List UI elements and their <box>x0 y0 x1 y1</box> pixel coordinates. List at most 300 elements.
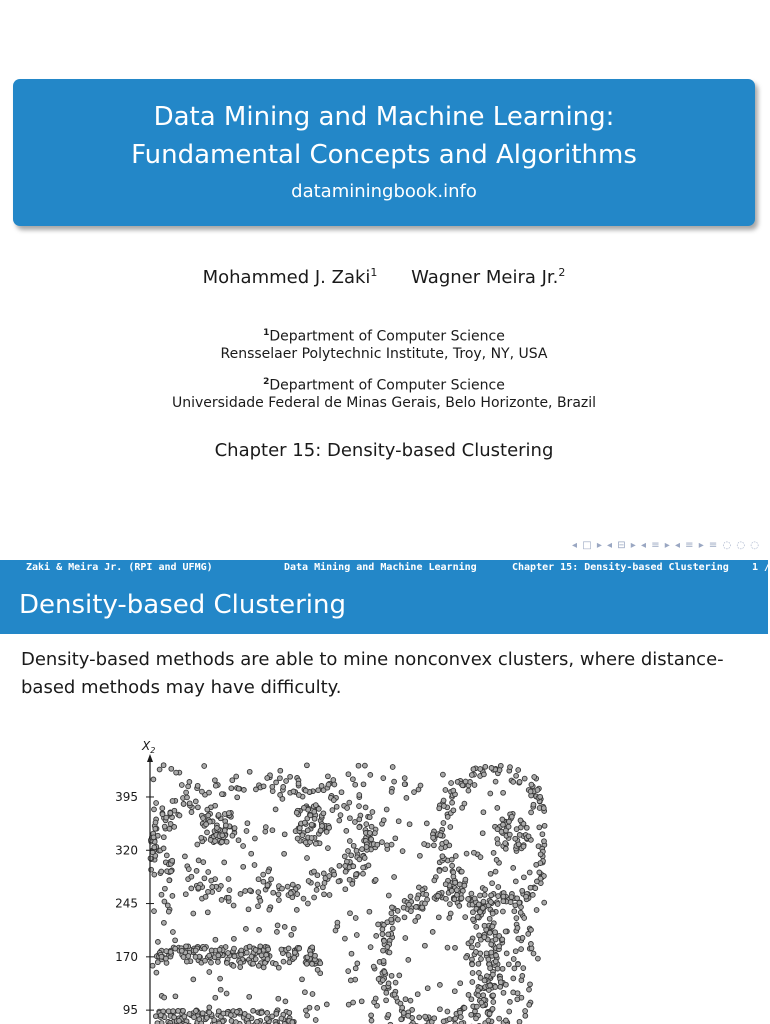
scatter-point-upper-right-ring <box>432 843 437 848</box>
scatter-point-noise <box>453 945 458 950</box>
scatter-point-lower-left-band-2 <box>177 1018 182 1023</box>
scatter-point-upper-right-ring <box>471 767 476 772</box>
scatter-point-noise <box>534 908 539 913</box>
scatter-point-noise <box>408 894 413 899</box>
scatter-point-noise <box>361 782 366 787</box>
scatter-point-noise <box>315 967 320 972</box>
scatter-point-lower-right-tail <box>481 899 486 904</box>
scatter-point-noise <box>330 808 335 813</box>
scatter-point-outer-ellipse <box>181 802 186 807</box>
scatter-point-noise <box>170 894 175 899</box>
scatter-point-lower-left-band-2 <box>207 1010 212 1015</box>
scatter-point-noise <box>474 950 479 955</box>
scatter-point-noise <box>349 951 354 956</box>
scatter-point-lower-right-tail <box>528 885 533 890</box>
scatter-point-noise <box>156 940 161 945</box>
author-2-sup: 2 <box>558 266 566 279</box>
scatter-point-lower-left-band-2 <box>264 1016 269 1021</box>
scatter-point-noise <box>348 911 353 916</box>
scatter-point-noise <box>385 843 390 848</box>
scatter-point-lower-right-ring <box>402 915 407 920</box>
scatter-point-noise <box>401 1011 406 1016</box>
scatter-point-outer-ellipse <box>322 892 327 897</box>
scatter-point-noise <box>326 846 331 851</box>
scatter-point-noise <box>452 989 457 994</box>
scatter-point-noise <box>174 770 179 775</box>
scatter-point-noise <box>282 925 287 930</box>
scatter-point-lower-left-band-1 <box>286 953 291 958</box>
scatter-point-upper-right-ring <box>530 893 535 898</box>
scatter-point-right-eye <box>312 816 317 821</box>
affiliation-1-institution: Rensselaer Polytechnic Institute, Troy, NY, USA <box>220 345 548 362</box>
scatter-point-noise <box>520 974 525 979</box>
scatter-point-lower-right-tail <box>527 987 532 992</box>
scatter-point-lower-right-tail <box>493 937 498 942</box>
scatter-point-outer-ellipse <box>186 867 191 872</box>
scatter-point-noise <box>503 841 508 846</box>
scatter-point-noise <box>167 826 172 831</box>
scatter-point-outer-ellipse <box>235 795 240 800</box>
scatter-point-noise <box>529 810 534 815</box>
scatter-point-upper-right-ring <box>490 881 495 886</box>
scatter-point-noise <box>516 936 521 941</box>
scatter-point-noise <box>157 767 162 772</box>
scatter-point-outer-ellipse <box>369 837 374 842</box>
scatter-point-right-eye <box>305 828 310 833</box>
affiliation-2-institution: Universidade Federal de Minas Gerais, Belo Horizonte, Brazil <box>171 394 597 411</box>
scatter-point-lower-right-tail <box>521 966 526 971</box>
scatter-point-noise <box>488 791 493 796</box>
scatter-point-lower-right-tail <box>484 951 489 956</box>
scatter-point-outer-ellipse <box>351 864 356 869</box>
y-tick-label: 320 <box>115 843 138 858</box>
y-tick-label: 245 <box>115 896 138 911</box>
scatter-point-outer-ellipse <box>353 820 358 825</box>
scatter-point-noise <box>447 916 452 921</box>
scatter-point-outer-ellipse <box>207 790 212 795</box>
scatter-point-lower-right-ring <box>423 1014 428 1019</box>
scatter-point-lower-right-tail <box>466 897 471 902</box>
scatter-point-noise <box>503 929 508 934</box>
scatter-point-lower-right-tail <box>491 972 496 977</box>
scatter-point-noise <box>495 806 500 811</box>
scatter-point-noise <box>516 962 521 967</box>
scatter-point-noise <box>513 879 518 884</box>
scatter-point-noise <box>152 909 157 914</box>
scatter-point-upper-right-ring <box>443 867 448 872</box>
scatter-point-lower-left-band-2 <box>194 1009 199 1014</box>
scatter-point-noise <box>369 1013 374 1018</box>
scatter-point-outer-ellipse <box>306 901 311 906</box>
scatter-point-noise <box>526 834 531 839</box>
scatter-point-noise <box>315 1006 320 1011</box>
scatter-point-noise <box>351 843 356 848</box>
scatter-point-upper-right-core <box>516 842 521 847</box>
scatter-point-noise <box>305 763 310 768</box>
scatter-point-noise <box>162 899 167 904</box>
scatter-point-upper-right-core <box>521 844 526 849</box>
scatter-point-noise <box>226 895 231 900</box>
scatter-point-noise <box>412 790 417 795</box>
scatter-point-noise <box>500 937 505 942</box>
book-title-line2: Fundamental Concepts and Algorithms <box>131 140 637 170</box>
scatter-point-left-eye <box>215 826 220 831</box>
scatter-point-outer-ellipse <box>281 785 286 790</box>
scatter-point-upper-right-ring <box>517 780 522 785</box>
scatter-point-noise <box>491 851 496 856</box>
scatter-point-outer-ellipse <box>220 792 225 797</box>
scatter-point-noise <box>335 920 340 925</box>
scatter-point-noise <box>162 920 167 925</box>
scatter-point-noise <box>381 776 386 781</box>
scatter-point-noise <box>488 983 493 988</box>
scatter-point-noise <box>536 956 541 961</box>
scatter-point-noise <box>482 935 487 940</box>
scatter-point-outer-ellipse <box>290 882 295 887</box>
scatter-point-noise <box>349 853 354 858</box>
scatter-point-noise <box>235 1010 240 1015</box>
scatter-point-noise <box>392 875 397 880</box>
scatter-point-lower-left-band-2 <box>255 1019 260 1024</box>
scatter-point-noise <box>243 889 248 894</box>
scatter-point-noise <box>312 869 317 874</box>
scatter-point-upper-right-ring <box>441 798 446 803</box>
scatter-point-lower-right-tail <box>522 916 527 921</box>
scatter-point-noise <box>196 805 201 810</box>
scatter-point-noise <box>368 773 373 778</box>
scatter-point-upper-right-ring <box>542 823 547 828</box>
scatter-point-lower-right-tail <box>493 985 498 990</box>
scatter-point-lower-left-band-1 <box>216 960 221 965</box>
scatter-point-upper-right-core <box>495 841 500 846</box>
scatter-point-outer-ellipse <box>316 788 321 793</box>
scatter-point-noise <box>189 810 194 815</box>
scatter-point-noise <box>515 926 520 931</box>
scatter-point-lower-right-tail <box>488 966 493 971</box>
scatter-point-noise <box>173 938 178 943</box>
scatter-point-lower-left-band-1 <box>287 960 292 965</box>
scatter-point-noise <box>459 869 464 874</box>
scatter-point-noise <box>528 789 533 794</box>
scatter-point-lower-right-ring <box>392 992 397 997</box>
scatter-point-noise <box>437 806 442 811</box>
scatter-point-noise <box>166 909 171 914</box>
scatter-point-noise <box>331 778 336 783</box>
scatter-point-lower-left-band-1 <box>304 961 309 966</box>
website-link[interactable]: dataminingbook.info <box>291 181 477 202</box>
scatter-point-left-eye <box>220 840 225 845</box>
scatter-point-lower-right-ring <box>389 911 394 916</box>
scatter-point-noise <box>418 783 423 788</box>
scatter-point-lower-left-band-1 <box>265 957 270 962</box>
scatter-point-noise <box>191 911 196 916</box>
scatter-point-outer-ellipse <box>196 885 201 890</box>
scatter-point-lower-right-ring <box>403 997 408 1002</box>
scatter-point-noise <box>168 811 173 816</box>
scatter-point-noise <box>445 1009 450 1014</box>
scatter-point-outer-ellipse <box>194 869 199 874</box>
scatter-point-outer-ellipse <box>370 810 375 815</box>
scatter-point-outer-ellipse <box>238 892 243 897</box>
title-banner <box>13 79 755 226</box>
scatter-point-noise <box>407 822 412 827</box>
scatter-point-upper-right-ring <box>457 882 462 887</box>
scatter-point-lower-right-ring <box>489 942 494 947</box>
scatter-point-noise <box>199 835 204 840</box>
scatter-point-noise <box>389 973 394 978</box>
scatter-point-right-eye <box>312 809 317 814</box>
scatter-point-upper-right-ring <box>483 764 488 769</box>
scatter-point-noise <box>201 816 206 821</box>
scatter-point-noise <box>320 824 325 829</box>
scatter-point-upper-right-ring <box>443 788 448 793</box>
scatter-point-noise <box>354 933 359 938</box>
scatter-point-noise <box>363 763 368 768</box>
scatter-point-lower-right-tail <box>491 993 496 998</box>
scatter-point-outer-ellipse <box>348 816 353 821</box>
affiliation-2-sup: 2 <box>263 377 270 387</box>
scatter-point-outer-ellipse <box>373 831 378 836</box>
scatter-point-right-eye <box>297 826 302 831</box>
scatter-point-lower-right-tail <box>482 923 487 928</box>
scatter-point-lower-right-ring <box>414 905 419 910</box>
scatter-point-lower-left-band-1 <box>226 951 231 956</box>
scatter-point-upper-right-ring <box>509 895 514 900</box>
scatter-point-noise <box>253 948 258 953</box>
scatter-point-lower-right-tail <box>495 902 500 907</box>
scatter-point-noise <box>295 836 300 841</box>
scatter-point-noise <box>469 773 474 778</box>
scatter-point-upper-right-core <box>518 818 523 823</box>
scatter-point-outer-ellipse <box>170 858 175 863</box>
scatter-point-noise <box>441 772 446 777</box>
scatter-point-noise <box>445 815 450 820</box>
scatter-point-outer-ellipse <box>193 799 198 804</box>
scatter-point-noise <box>422 842 427 847</box>
scatter-point-noise <box>369 1018 374 1023</box>
scatter-point-lower-right-tail <box>501 990 506 995</box>
scatter-point-noise <box>313 803 318 808</box>
scatter-point-noise <box>408 998 413 1003</box>
scatter-point-noise <box>308 952 313 957</box>
scatter-point-noise <box>481 906 486 911</box>
slide-footer <box>0 560 768 578</box>
scatter-point-noise <box>213 839 218 844</box>
scatter-point-outer-ellipse <box>367 815 372 820</box>
scatter-point-outer-ellipse <box>277 898 282 903</box>
scatter-point-noise <box>288 891 293 896</box>
slide-title: Density-based Clustering <box>19 590 347 620</box>
scatter-point-outer-ellipse <box>321 871 326 876</box>
scatter-point-lower-right-tail <box>474 925 479 930</box>
scatter-point-noise <box>321 885 326 890</box>
scatter-point-noise <box>195 842 200 847</box>
scatter-point-noise <box>319 784 324 789</box>
scatter-point-noise <box>173 994 178 999</box>
scatter-point-upper-right-ring <box>496 885 501 890</box>
scatter-point-lower-right-ring <box>452 897 457 902</box>
scatter-point-lower-right-tail <box>493 959 498 964</box>
scatter-point-noise <box>288 774 293 779</box>
scatter-point-lower-right-tail <box>482 978 487 983</box>
slide-header <box>0 578 768 634</box>
scatter-point-noise <box>346 969 351 974</box>
scatter-point-outer-ellipse <box>160 806 165 811</box>
scatter-point-lower-right-tail <box>519 947 524 952</box>
scatter-point-noise <box>326 782 331 787</box>
scatter-point-upper-right-ring <box>508 900 513 905</box>
scatter-point-lower-left-band-1 <box>179 948 184 953</box>
scatter-point-noise <box>487 1011 492 1016</box>
author-2 <box>411 266 565 288</box>
scatter-point-lower-right-tail <box>476 961 481 966</box>
scatter-point-lower-left-band-1 <box>281 959 286 964</box>
scatter-point-noise <box>360 847 365 852</box>
scatter-point-noise <box>324 830 329 835</box>
scatter-point-outer-ellipse <box>231 903 236 908</box>
scatter-point-noise <box>498 980 503 985</box>
scatter-point-noise <box>458 981 463 986</box>
scatter-point-noise <box>442 804 447 809</box>
scatter-point-noise <box>256 963 261 968</box>
y-ticks <box>115 790 154 1017</box>
scatter-point-noise <box>538 852 543 857</box>
scatter-point-noise <box>497 944 502 949</box>
scatter-point-noise <box>278 793 283 798</box>
scatter-point-noise <box>276 996 281 1001</box>
scatter-point-lower-right-ring <box>469 997 474 1002</box>
scatter-point-noise <box>205 910 210 915</box>
scatter-point-outer-ellipse <box>278 776 283 781</box>
scatter-point-noise <box>511 866 516 871</box>
scatter-point-outer-ellipse <box>296 793 301 798</box>
author-1-name: Mohammed J. Zaki <box>202 267 371 288</box>
scatter-point-noise <box>193 948 198 953</box>
scatter-point-noise <box>290 1020 295 1024</box>
scatter-point-left-eye <box>226 811 231 816</box>
scatter-point-noise <box>232 936 237 941</box>
scatter-point-lower-right-ring <box>441 1019 446 1024</box>
scatter-point-noise <box>489 766 494 771</box>
scatter-point-lower-right-tail <box>497 1016 502 1021</box>
scatter-point-noise <box>517 833 522 838</box>
scatter-point-upper-right-ring <box>511 780 516 785</box>
scatter-point-outer-ellipse <box>189 886 194 891</box>
scatter-point-left-eye <box>223 823 228 828</box>
scatter-point-outer-ellipse <box>152 807 157 812</box>
scatter-point-noise <box>346 772 351 777</box>
scatter-point-noise <box>291 789 296 794</box>
scatter-point-outer-ellipse <box>189 874 194 879</box>
scatter-point-upper-right-ring <box>522 776 527 781</box>
scatter-point-upper-right-ring <box>482 772 487 777</box>
scatter-point-right-eye <box>308 813 313 818</box>
scatter-point-lower-right-ring <box>488 930 493 935</box>
scatter-point-right-eye <box>294 810 299 815</box>
scatter-point-noise <box>386 1012 391 1017</box>
scatter-point-noise <box>216 813 221 818</box>
scatter-point-noise <box>487 916 492 921</box>
scatter-point-lower-right-tail <box>479 957 484 962</box>
book-title-line1: Data Mining and Machine Learning: <box>153 102 615 132</box>
scatter-point-noise <box>183 854 188 859</box>
y-axis-label: $X_2$ <box>142 739 156 755</box>
scatter-point-noise <box>432 1016 437 1021</box>
scatter-point-outer-ellipse <box>337 818 342 823</box>
affiliation-2 <box>0 374 768 412</box>
scatter-point-outer-ellipse <box>203 894 208 899</box>
scatter-point-noise <box>389 917 394 922</box>
scatter-point-outer-ellipse <box>265 776 270 781</box>
scatter-point-left-eye <box>206 813 211 818</box>
scatter-point-noise <box>520 888 525 893</box>
scatter-point-noise <box>462 1006 467 1011</box>
scatter-point-lower-right-ring <box>447 1017 452 1022</box>
scatter-point-outer-ellipse <box>366 863 371 868</box>
scatter-point-noise <box>453 880 458 885</box>
scatter-point-lower-right-tail <box>490 924 495 929</box>
scatter-point-lower-left-band-1 <box>247 944 252 949</box>
scatter-point-noise <box>396 819 401 824</box>
scatter-point-noise <box>507 1009 512 1014</box>
scatter-point-upper-right-core <box>514 827 519 832</box>
scatter-point-noise <box>490 911 495 916</box>
scatter-point-lower-left-band-1 <box>251 961 256 966</box>
scatter-point-noise <box>445 945 450 950</box>
scatter-point-lower-left-band-2 <box>216 1009 221 1014</box>
scatter-point-outer-ellipse <box>380 840 385 845</box>
scatter-point-lower-right-tail <box>515 991 520 996</box>
author-2-name: Wagner Meira Jr. <box>411 267 559 288</box>
scatter-point-upper-right-ring <box>437 869 442 874</box>
scatter-point-lower-right-ring <box>409 909 414 914</box>
scatter-point-outer-ellipse <box>347 877 352 882</box>
scatter-point-upper-right-core <box>501 822 506 827</box>
scatter-point-left-eye <box>232 826 237 831</box>
scatter-point-outer-ellipse <box>177 813 182 818</box>
scatter-point-noise <box>153 820 158 825</box>
scatter-point-outer-ellipse <box>206 870 211 875</box>
scatter-point-noise <box>489 900 494 905</box>
beamer-navigation-icons[interactable]: ◂ □ ▸ ◂ ⊟ ▸ ◂ ≡ ▸ ◂ ≡ ▸ ≡ ◌ ◌ ◌ <box>572 540 760 551</box>
scatter-point-outer-ellipse <box>229 786 234 791</box>
scatter-point-lower-right-ring <box>417 1015 422 1020</box>
scatter-point-lower-left-band-2 <box>221 1011 226 1016</box>
scatter-point-outer-ellipse <box>362 856 367 861</box>
scatter-point-noise <box>538 794 543 799</box>
scatter-point-upper-right-ring <box>459 896 464 901</box>
scatter-point-noise <box>384 807 389 812</box>
scatter-point-lower-right-ring <box>400 1005 405 1010</box>
scatter-point-left-eye <box>205 830 210 835</box>
scatter-point-noise <box>196 858 201 863</box>
scatter-point-noise <box>305 856 310 861</box>
scatter-point-noise <box>275 930 280 935</box>
scatter-point-noise <box>449 888 454 893</box>
scatter-point-upper-right-core <box>495 827 500 832</box>
scatter-point-noise <box>207 970 212 975</box>
scatter-point-noise <box>524 894 529 899</box>
scatter-point-noise <box>269 877 274 882</box>
scatter-point-outer-ellipse <box>162 824 167 829</box>
scatter-point-noise <box>529 928 534 933</box>
scatter-point-noise <box>436 915 441 920</box>
scatter-point-lower-right-tail <box>501 894 506 899</box>
scatter-point-upper-right-core <box>507 819 512 824</box>
scatter-point-outer-ellipse <box>361 871 366 876</box>
scatter-point-noise <box>381 818 386 823</box>
scatter-point-lower-left-band-1 <box>232 946 237 951</box>
